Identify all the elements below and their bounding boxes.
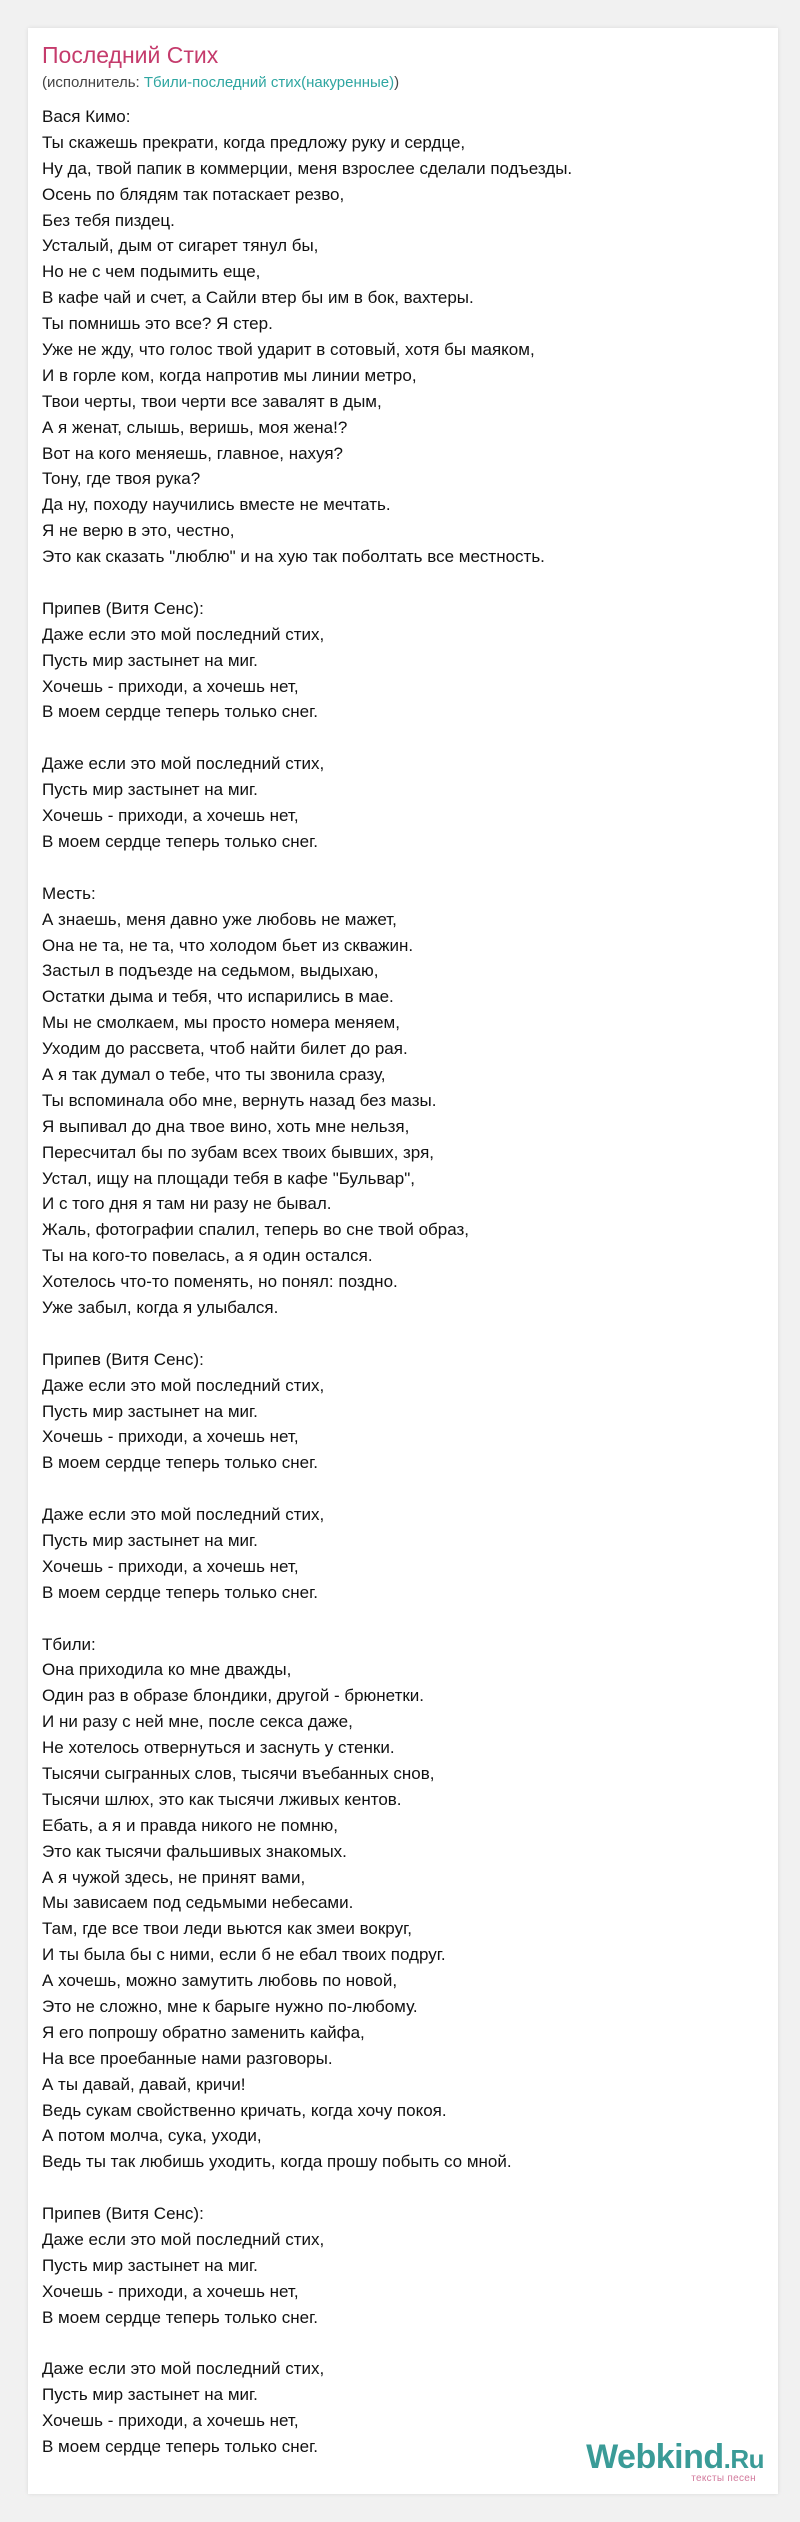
lyric-blank-line [42, 855, 762, 881]
lyric-line: Даже если это мой последний стих, [42, 2230, 325, 2250]
lyric-line: А ты давай, давай, кричи! [42, 2074, 246, 2094]
lyric-line: Она приходила ко мне дважды, [42, 1660, 292, 1680]
lyric-line: Даже если это мой последний стих, [42, 624, 325, 644]
lyric-blank-line [42, 1606, 762, 1632]
lyric-line: Усталый, дым от сигарет тянул бы, [42, 236, 319, 256]
performer-line [42, 74, 399, 91]
lyric-line: Я выпивал до дна твое вино, хоть мне нельзя, [42, 1116, 410, 1136]
lyric-line: Даже если это мой последний стих, [42, 2359, 325, 2379]
lyric-line: В моем сердце теперь только снег. [42, 2307, 318, 2327]
page-title: Последний Стих [42, 42, 219, 68]
lyric-blank-line [42, 570, 762, 596]
lyric-line: В моем сердце теперь только снег. [42, 1582, 318, 1602]
lyric-line: Мы не смолкаем, мы просто номера меняем, [42, 1013, 400, 1033]
lyric-line: Застыл в подъезде на седьмом, выдыхаю, [42, 961, 379, 981]
lyric-line: Даже если это мой последний стих, [42, 1375, 325, 1395]
lyric-line: Хочешь - приходи, а хочешь нет, [42, 2281, 299, 2301]
lyric-line: В моем сердце теперь только снег. [42, 2437, 318, 2457]
logo-tld: .Ru [723, 2444, 764, 2474]
lyric-line: Даже если это мой последний стих, [42, 754, 325, 774]
lyric-line: Ты скажешь прекрати, когда предложу руку и сердце, [42, 132, 466, 152]
lyric-line: Это не сложно, мне к барыге нужно по-любому. [42, 1997, 418, 2017]
lyric-line: А я так думал о тебе, что ты звонила сразу, [42, 1064, 386, 1084]
lyric-line: Даже если это мой последний стих, [42, 1505, 325, 1525]
lyric-line: Хочешь - приходи, а хочешь нет, [42, 1427, 299, 1447]
lyric-line: А я чужой здесь, не принят вами, [42, 1867, 306, 1887]
lyric-line: Ты помнишь это все? Я стер. [42, 314, 273, 334]
lyric-blank-line [42, 2175, 762, 2201]
lyric-line: В моем сердце теперь только снег. [42, 831, 318, 851]
performer-link[interactable]: Тбили-последний стих(накуренные) [143, 74, 395, 91]
lyric-line: Хочешь - приходи, а хочешь нет, [42, 806, 299, 826]
lyric-line: Твои черты, твои черти все завалят в дым, [42, 391, 382, 411]
lyric-line: Пусть мир застынет на миг. [42, 1401, 258, 1421]
lyric-line: Пусть мир застынет на миг. [42, 2255, 258, 2275]
lyric-line: Припев (Витя Сенс): [42, 1349, 204, 1369]
lyric-line: А хочешь, можно замутить любовь по новой, [42, 1971, 398, 1991]
logo-tagline: тексты песен [691, 2473, 756, 2484]
logo-name: Webkind [586, 2438, 724, 2476]
lyric-line: Тысячи сыгранных слов, тысячи въебанных снов, [42, 1764, 435, 1783]
lyric-line: В моем сердце теперь только снег. [42, 1453, 318, 1473]
lyric-line: Остатки дыма и тебя, что испарились в мае. [42, 987, 394, 1007]
lyric-line: Вася Кимо: [42, 107, 131, 126]
lyric-line: Тбили: [42, 1634, 96, 1654]
lyric-line: Ты на кого-то повелась, а я один остался. [42, 1246, 373, 1266]
lyric-line: И ни разу с ней мне, после секса даже, [42, 1712, 353, 1732]
lyric-line: А я женат, слышь, веришь, моя жена!? [42, 417, 348, 437]
lyric-blank-line [42, 1321, 762, 1347]
lyric-line: Мы зависаем под седьмыми небесами. [42, 1893, 354, 1913]
lyric-line: Там, где все твои леди вьются как змеи вокруг, [42, 1919, 412, 1939]
lyric-blank-line [42, 2331, 762, 2357]
content-card [28, 28, 778, 2494]
site-logo[interactable] [586, 2439, 764, 2484]
lyric-line: Уже не жду, что голос твой ударит в сотовый, хотя бы маяком, [42, 340, 535, 360]
lyric-line: А знаешь, меня давно уже любовь не мажет, [42, 909, 397, 929]
lyric-line: Жаль, фотографии спалил, теперь во сне твой образ, [42, 1220, 469, 1240]
lyric-line: В моем сердце теперь только снег. [42, 702, 318, 722]
lyric-line: Устал, ищу на площади тебя в кафе "Бульвар", [42, 1168, 415, 1188]
lyric-line: На все проебанные нами разговоры. [42, 2048, 333, 2068]
lyric-line: В кафе чай и счет, а Сайли втер бы им в бок, вахтеры. [42, 288, 474, 308]
lyric-line: Ты вспоминала обо мне, вернуть назад без мазы. [42, 1090, 437, 1110]
lyric-line: И с того дня я там ни разу не бывал. [42, 1194, 332, 1214]
lyric-line: Хотелось что-то поменять, но понял: поздно. [42, 1272, 398, 1292]
lyric-line: Вот на кого меняешь, главное, нахуя? [42, 443, 344, 463]
lyric-line: Пересчитал бы по зубам всех твоих бывших, зря, [42, 1142, 435, 1162]
lyric-line: Она не та, не та, что холодом бьет из скважин. [42, 935, 414, 955]
lyric-line: Пусть мир застынет на миг. [42, 780, 258, 800]
lyric-line: Но не с чем подымить еще, [42, 262, 261, 282]
lyric-line: Я не верю в это, честно, [42, 521, 235, 541]
lyric-blank-line [42, 725, 762, 751]
lyric-line: Осень по блядям так потаскает резво, [42, 184, 345, 204]
lyric-line: Пусть мир застынет на миг. [42, 1530, 258, 1550]
lyrics-text [42, 104, 762, 2460]
lyric-line: И в горле ком, когда напротив мы линии метро, [42, 365, 417, 385]
lyric-line: Месть: [42, 883, 96, 903]
lyric-line: Хочешь - приходи, а хочешь нет, [42, 2411, 299, 2431]
lyric-line: Это как сказать "люблю" и на хую так поболтать все местность. [42, 547, 545, 567]
lyric-line: Тысячи шлюх, это как тысячи лживых кентов. [42, 1789, 402, 1809]
performer-suffix: ) [394, 74, 400, 91]
lyric-line: Без тебя пиздец. [42, 210, 175, 230]
lyric-line: Я его попрошу обратно заменить кайфа, [42, 2022, 365, 2042]
performer-prefix: (исполнитель: [42, 74, 144, 91]
lyric-blank-line [42, 1476, 762, 1502]
lyric-line: Припев (Витя Сенс): [42, 2204, 204, 2224]
lyric-line: Не хотелось отвернуться и заснуть у стенки. [42, 1738, 395, 1758]
lyric-line: Пусть мир застынет на миг. [42, 650, 258, 670]
lyric-line: Один раз в образе блондики, другой - брюнетки. [42, 1686, 425, 1706]
lyric-line: Да ну, походу научились вместе не мечтать. [42, 495, 391, 515]
lyric-line: Уже забыл, когда я улыбался. [42, 1297, 279, 1317]
lyric-line: А потом молча, сука, уходи, [42, 2126, 262, 2146]
lyric-line: Ведь сукам свойственно кричать, когда хочу покоя. [42, 2100, 447, 2120]
lyric-line: Тону, где твоя рука? [42, 469, 201, 489]
lyric-line: Ну да, твой папик в коммерции, меня взрослее сделали подъезды. [42, 158, 573, 178]
lyric-line: Хочешь - приходи, а хочешь нет, [42, 676, 299, 696]
lyric-line: Ведь ты так любишь уходить, когда прошу побыть со мной. [42, 2152, 512, 2172]
lyric-line: И ты была бы с ними, если б не ебал твоих подруг. [42, 1945, 446, 1965]
lyric-line: Уходим до рассвета, чтоб найти билет до рая. [42, 1039, 408, 1059]
lyric-line: Пусть мир застынет на миг. [42, 2385, 258, 2405]
lyric-line: Ебать, а я и правда никого не помню, [42, 1815, 338, 1835]
lyric-line: Припев (Витя Сенс): [42, 598, 204, 618]
lyric-line: Хочешь - приходи, а хочешь нет, [42, 1556, 299, 1576]
lyric-line: Это как тысячи фальшивых знакомых. [42, 1841, 347, 1861]
